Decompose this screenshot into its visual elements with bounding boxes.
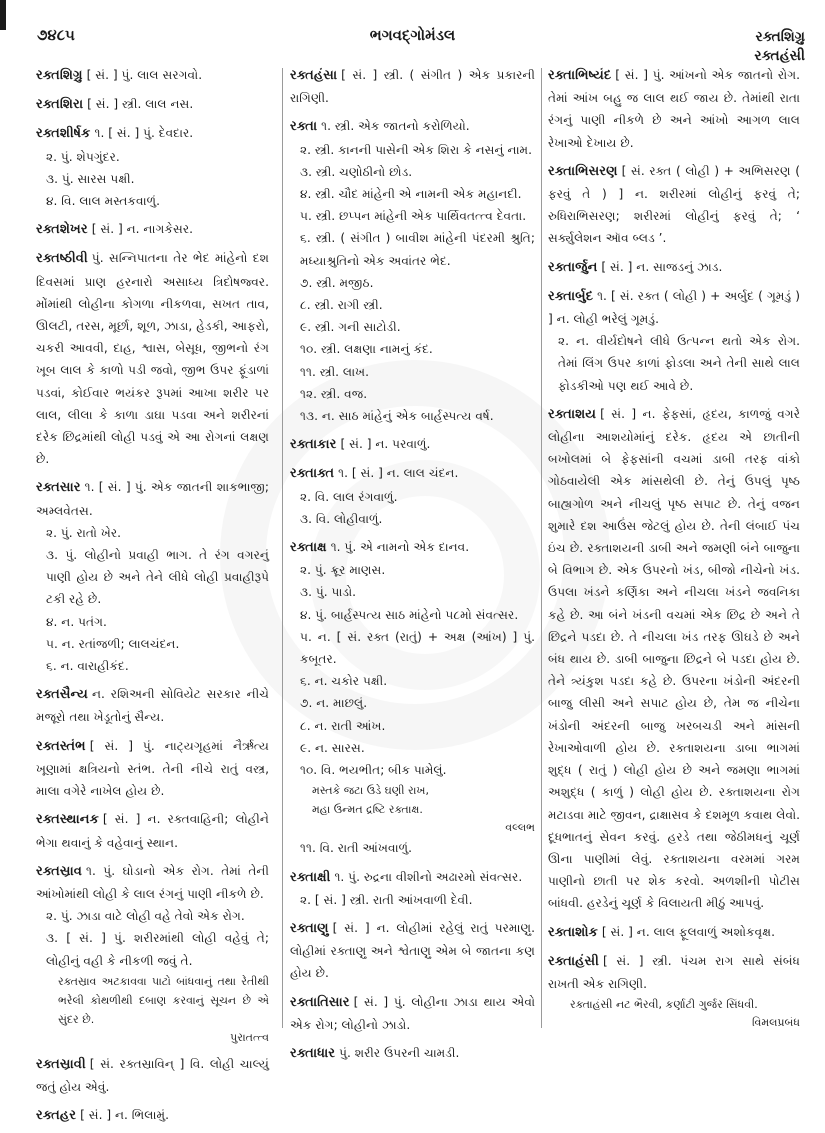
headword: રક્તસ્રાવ bbox=[36, 863, 82, 879]
sense: ૩. [ સં. ] પું. શરીરમાંથી લોહી વહેવું તે; લોહીનું વહી કે નીકળી જવું તે. bbox=[46, 931, 269, 968]
running-title: ભગવદ્ગોમંડલ bbox=[369, 26, 456, 44]
dictionary-entry bbox=[548, 403, 800, 915]
dictionary-entry bbox=[290, 462, 535, 530]
definition: [ સં. ] ન. ફેફસાં, હૃદય, કાળજું વગરે લોહીના આશયોમાંનું દરેક. હૃદય એ છાતીની બખોલમાં બે ફેફસાંની વચમાં ડાબી તરફ વાંકો ગોઠવાયેલી એક માંસથેલી છે. તેનું ઉપલું પૃષ્ઠ બાહ્યગોળ અને નીચલું પૃષ્ઠ સપાટ છે. તેનું વજન શુમારે દશ આઉંસ જેટલું હોય છે. તેની લંબાઈ પંચ ઇંચ છે. રક્તાશયની ડાબી અને જમણી બંને બાજુના બે વિભાગ છે. એક ઉપરનો ખંડ, બીજો નીચેનો ખંડ. ઉપલા ખંડને કર્ણિકા અને નીચલા ખંડને જવનિકા કહે છે. આ બંને ખંડની વચમાં એક છિદ્ર છે અને તે છિદ્રને પડદા છે. તે નીચલા ખંડ તરફ ઊઘડે છે અને બંધ થાય છે. ડાબી બાજુના છિદ્રને બે પડદા હોય છે. તેને ત્ર્યંકુશ પડદા કહે છે. ઉપરના ખંડોની અંદરની બાજુ લીસી અને સપાટ હોય છે, તેમ જ નીચેના ખંડોની અંદરની બાજુ ખરબચડી અને માંસની રેખાઓવાળી હોય છે. રક્તાશયના ડાબા ભાગમાં શુદ્ધ ( રાતું ) લોહી હોય છે અને જમણા ભાગમાં અશુદ્ધ ( કાળું ) લોહી હોય છે. રક્તાશયના રોગ મટાડવા માટે જીવન, દ્રાક્ષાસવ કે દશમૂળ કવાથ લેવો. દૂધભાતનું સેવન કરવું. હરડે તથા જેઠીમધનું ચૂર્ણ ઊના પાણીમાં લેવું. રક્તાશયના વરમમાં ગરમ પાણીનો છાતી પર શેક કરવો. અળશીની પોટીસ બાંધવી. હરડેનું ચૂર્ણ કે વિલાયતી મીઠું આપવું. bbox=[548, 406, 800, 911]
definition: ન. રશિઅની સોવિયેટ સરકાર નીચે મજૂરો તથા ખેડૂતોનું સૈન્ય. bbox=[36, 687, 269, 725]
dictionary-entry bbox=[290, 536, 535, 859]
dictionary-entry bbox=[36, 735, 269, 803]
dictionary-entry bbox=[36, 122, 269, 212]
definition: [ સં. ] પું. લાલ સરગવો. bbox=[86, 68, 203, 82]
definition: પું. સન્નિપાતના તેર ભેદ માંહેનો દશ દિવસમાં પ્રાણ હરનારો અસાધ્ય ત્રિદોષજ્વર. મોંમાંથી લોહીના કોગળા નીકળવા, સખત તાવ, ઊલટી, તરસ, મૂર્છા, શૂળ, ઝાડા, હેડકી, આફરો, ચકરી આવવી, દાહ, શ્વાસ, બેસૂધ, જીભનો રંગ ખૂબ લાલ કે કાળો પડી જવો, જીભ ઉપર ફૂંડાળાં પડવાં, કોઈવાર ભયંકર રૂપમાં આખા શરીર પર લાલ, લીલા કે કાળા ડાઘા પડવા અને શરીરનાં દરેક છિદ્રમાંથી લોહી પડવું એ આ રોગનાં લક્ષણ છે. bbox=[36, 251, 269, 467]
dictionary-entry bbox=[36, 476, 269, 677]
headword: રક્તાશોક bbox=[548, 924, 598, 940]
sense: ૨. પું. શેપગુંદર. bbox=[46, 149, 120, 164]
headword: રક્તસાર bbox=[36, 480, 81, 496]
headword: રક્તસ્થાનક bbox=[36, 812, 99, 828]
headword: રક્તહંસા bbox=[290, 68, 338, 83]
headword: રક્તાભિષ્યંદ bbox=[548, 68, 612, 83]
definition: [ સં. ] ન. લોહીમાં રહેલું રાતું પરમાણુ. લોહીમાં રક્તાણુ અને શ્વેતાણુ એમ બે જાતના કણ હોય છે. bbox=[290, 920, 535, 981]
page-number: ૭૪૮૫ bbox=[37, 26, 75, 44]
sense: ૩. પું. પાડો. bbox=[300, 585, 357, 600]
headword: રક્તશિરા bbox=[36, 97, 84, 113]
dictionary-entry bbox=[36, 247, 269, 470]
headword: રક્તાર્બુદ bbox=[548, 288, 594, 304]
sense: ૨. પું. ક્રૂર માણસ. bbox=[300, 563, 386, 578]
headword: રક્તાક્ષી bbox=[290, 869, 331, 885]
headword: રક્તાતિસાર bbox=[290, 994, 350, 1010]
dictionary-entry bbox=[548, 950, 800, 1032]
citation-source: વલ્લભ bbox=[505, 821, 535, 835]
headword: રક્તહર bbox=[36, 1108, 77, 1124]
dictionary-entry bbox=[36, 1104, 269, 1127]
headword: રક્તાહંસી bbox=[548, 953, 599, 969]
headword: રક્તસ્રાવી bbox=[36, 1056, 86, 1072]
sense: ૬. ન. વારાહીકંદ. bbox=[46, 659, 129, 674]
sense: ૩. વિ. લોહીવાળું. bbox=[300, 511, 383, 526]
definition: ૧. [ સં. ] પું. દેવદાર. bbox=[94, 126, 194, 141]
dictionary-entry bbox=[290, 991, 535, 1036]
headword: રક્તષ્ઠીવી bbox=[36, 251, 88, 267]
sense: ૬. ન. ચકોર પક્ષી. bbox=[300, 674, 388, 689]
column-divider bbox=[282, 68, 283, 1028]
headword: રક્તશેખર bbox=[36, 222, 88, 238]
definition: ૧. પું. રુદ્રના વીશીનો અઢારમો સંવત્સર. bbox=[334, 869, 523, 884]
sense: ૨. પું. રાતો ખેર. bbox=[46, 525, 122, 540]
sense: ૯. સ્ત્રી. ગની સાટોડી. bbox=[300, 320, 401, 335]
dictionary-entry bbox=[36, 218, 269, 241]
definition: ૧. [ સં. ] પું. એક જાતની શાકભાજી; અમ્લવેતસ. bbox=[36, 480, 269, 518]
headword: રક્તાક્ત bbox=[290, 466, 335, 482]
sense: ૩. પું. લોહીનો પ્રવાહી ભાગ. તે રંગ વગરનું પાણી હોય છે અને તેને લીધે લોહી પ્રવાહીરૂપે ટકી રહે છે. bbox=[46, 548, 269, 607]
headword: રક્તશીર્ષક bbox=[36, 126, 91, 142]
sense: ૨. ન. વીર્યદોષને લીધે ઉત્પન્ન થતો એક રોગ. તેમાં લિંગ ઉપર કાળાં ફોડલા અને તેની સાથે લાલ ફોડકીઓ પણ થઈ આવે છે. bbox=[558, 334, 800, 393]
sense: ૧૦. સ્ત્રી. લક્ષણા નામનું કંદ. bbox=[300, 342, 433, 357]
citation-source: પુરાતત્ત્વ bbox=[230, 1030, 269, 1044]
sense: ૪. વિ. લાલ મસ્તકવાળું. bbox=[46, 194, 160, 209]
headword: રક્તાભિસરણ bbox=[548, 163, 618, 179]
definition: [ સં. ] પું. નાટ્યગૃહમાં નૈર્ઋત્ય ખૂણામાં ક્ષત્રિયનો સ્તંભ. તેની નીચે રાતું વસ્ત્ર, માલા વગેરે નાખેલ હોય છે. bbox=[36, 738, 269, 799]
dictionary-entry bbox=[548, 921, 800, 944]
dictionary-entry bbox=[290, 64, 535, 109]
sense: ૭. ન. માછલું. bbox=[300, 696, 368, 711]
dictionary-entry bbox=[290, 1042, 535, 1065]
sense: ૩. સ્ત્રી. ચણોઠીનો છોડ. bbox=[300, 164, 413, 179]
dictionary-entry bbox=[548, 256, 800, 279]
sense: ૧૧. સ્ત્રી. લાખ. bbox=[300, 364, 370, 379]
sense: ૧૧. વિ. રાતી આંખવાળું. bbox=[300, 841, 412, 856]
dictionary-entry bbox=[36, 1053, 269, 1098]
sense: ૫. સ્ત્રી. છપ્પન માંહેની એક પાર્થિવતત્ત્વ દેવતા. bbox=[300, 209, 527, 224]
dictionary-entry bbox=[36, 860, 269, 1047]
sense: ૪. ન. પતંગ. bbox=[46, 614, 107, 629]
definition: [ સં. ] પું. આંખનો એક જાતનો રોગ. તેમાં આંખ બહુ જ લાલ થઈ જાય છે. તેમાંથી રાતા રંગનું પાણી નીકળે છે અને આંખો આગળ લાલ રેખાઓ દેખાય છે. bbox=[548, 68, 800, 150]
guide-words bbox=[754, 28, 805, 66]
headword: રક્તાક્ષ bbox=[290, 540, 327, 556]
dictionary-entry bbox=[36, 93, 269, 116]
sense: ૪. સ્ત્રી. ચૌદ માંહેની એ નામની એક મહાનદી. bbox=[300, 187, 522, 202]
sense: ૧૩. ન. સાઠ માંહેનું એક બાર્હસ્પત્ય વર્ષ. bbox=[300, 409, 494, 424]
headword: રક્તાકાર bbox=[290, 437, 337, 453]
dictionary-entry bbox=[36, 683, 269, 728]
definition: ૧. પું. એ નામનો એક દાનવ. bbox=[330, 540, 470, 555]
sense: ૫. ન. રતાંજળી; લાલચંદન. bbox=[46, 636, 180, 651]
dictionary-entry bbox=[548, 64, 800, 154]
dictionary-entry bbox=[548, 160, 800, 250]
definition: પું. શરીર ઉપરની ચામડી. bbox=[339, 1045, 460, 1060]
column-right bbox=[548, 64, 800, 1038]
headword: રક્તસૈન્ય bbox=[36, 687, 88, 703]
dictionary-entry bbox=[290, 866, 535, 911]
sense: ૪. પું. બાર્હસ્પત્ય સાઠ માંહેનો ૫૮મો સંવત્સર. bbox=[300, 607, 519, 622]
citation-quote-line: મસ્તકે જટા ઉડે ઘણી રાખ, bbox=[312, 784, 429, 798]
guide-word-first: રક્તશિગ્રુ bbox=[755, 29, 805, 45]
citation-quote-line: મહા ઉન્મત દ્રષ્ટિ રક્તાક્ષ. bbox=[312, 803, 423, 817]
citation-quote: રક્તસ્રાવ અટકાવવા પાટો બાંધવાનું તથા રેતીથી ભરેલી કોથળીથી દબાણ કરવાનું સૂચન છે એ સુંદર છે. bbox=[58, 974, 269, 1026]
definition: ૧. પું. ઘોડાનો એક રોગ. તેમાં તેની આંખોમાંથી લોહી કે લાલ રંગનું પાણી નીકળે છે. bbox=[36, 863, 269, 901]
citation-source: વિમલપ્રબંધ bbox=[752, 1016, 800, 1030]
sense: ૨. વિ. લાલ રંગવાળું. bbox=[300, 489, 398, 504]
headword: રક્તસ્તંભ bbox=[36, 738, 86, 754]
headword: રક્તાર્જુન bbox=[548, 259, 598, 275]
headword: રક્તાણુ bbox=[290, 920, 329, 936]
definition: [ સં. ] ન. નાગકેસર. bbox=[91, 222, 194, 237]
definition: ૧. સ્ત્રી. એક જાતનો કરોળિયો. bbox=[321, 119, 470, 134]
headword: રક્તાશય bbox=[548, 406, 597, 422]
column-middle bbox=[290, 64, 535, 1071]
definition: ૧. [ સં. રક્ત ( લોહી ) + અર્બુદ ( ગૂમડું ) ] ન. લોહી ભરેલું ગૂમડું. bbox=[548, 288, 800, 327]
definition: [ સં. ] ન. રક્તવાહિની; લોહીને ભેગા થવાનું કે વહેવાનું સ્થાન. bbox=[36, 812, 269, 850]
sense: ૩. પું. સારસ પક્ષી. bbox=[46, 171, 135, 186]
column-divider bbox=[541, 68, 542, 1028]
sense: ૯. ન. સારસ. bbox=[300, 740, 365, 755]
sense: ૧૨. સ્ત્રી. વજ. bbox=[300, 386, 368, 401]
sense: ૭. સ્ત્રી. મજીઠ. bbox=[300, 275, 374, 290]
definition: [ સં. રક્ત ( લોહી ) + અભિસરણ ( ફરવું તે ) ] ન. શરીરમાં લોહીનું ફરવું તે; રુધિરાભિસરણ; શરીરમાં લોહીનું ફરવું તે; ‘ સર્ક્યુલેશન ઑવ બ્લડ ’. bbox=[548, 163, 800, 246]
definition: [ સં. ] ન. પરવાળું. bbox=[340, 437, 431, 452]
definition: [ સં. ] ન. સાજડનું ઝાડ. bbox=[601, 259, 723, 274]
dictionary-entry bbox=[36, 64, 269, 87]
dictionary-entry bbox=[290, 917, 535, 985]
definition: [ સં. ] સ્ત્રી. ( સંગીત ) એક પ્રકારની રાગિણી. bbox=[290, 68, 535, 106]
sense: ૮. સ્ત્રી. રાગી સ્ત્રી. bbox=[300, 298, 383, 313]
headword: રક્તશિગ્રુ bbox=[36, 68, 83, 83]
guide-word-last: રક્તહંસી bbox=[754, 48, 805, 64]
definition: [ સં. ] પું. લોહીના ઝાડા થાય એવો એક રોગ; લોહીનો ઝાડો. bbox=[290, 994, 535, 1032]
sense: ૨. પું. ઝાડા વાટે લોહી વહે તેવો એક રોગ. bbox=[46, 909, 245, 924]
definition: [ સં. ] ન. ભિલામું. bbox=[80, 1108, 169, 1123]
citation-quote: રક્તાહંસી નટ ભૈરવી, કર્ણાટી ગુર્જર સિંધવી. bbox=[570, 998, 758, 1012]
definition: [ સં. ] ન. લાલ ફૂલવાળું અશોકવૃક્ષ. bbox=[601, 924, 775, 939]
sense: ૬. સ્ત્રી. ( સંગીત ) બાવીશ માંહેની પંદરમી શ્રુતિ; મધ્યાશ્રુતિનો એક અવાંતર ભેદ. bbox=[300, 231, 535, 268]
dictionary-entry bbox=[290, 433, 535, 456]
sense: ૫. ન. [ સં. રક્ત (રાતું) + અક્ષ (આંખ) ] પું. કબૂતર. bbox=[300, 629, 535, 667]
definition: ૧. [ સં. ] ન. લાલ ચંદન. bbox=[338, 466, 459, 481]
definition: [ સં. રક્તસ્રાવિન્ ] વિ. લોહી ચાલ્યું જતું હોય એવું. bbox=[36, 1056, 269, 1094]
definition: [ સં. ] સ્ત્રી. પંચમ રાગ સાથે સંબંધ રાખતી એક રાગિણી. bbox=[548, 953, 800, 991]
headword: રક્તા bbox=[290, 119, 318, 135]
definition: [ સં. ] સ્ત્રી. લાલ નસ. bbox=[87, 97, 194, 112]
dictionary-entry bbox=[548, 285, 800, 397]
sense: ૨. સ્ત્રી. કાનની પાસેની એક શિરા કે નસનું નામ. bbox=[300, 142, 533, 157]
sense: ૨. [ સં. ] સ્ત્રી. રાતી આંખવાળી દેવી. bbox=[300, 892, 473, 907]
page-header bbox=[0, 14, 825, 64]
column-left bbox=[36, 64, 269, 1133]
dictionary-entry bbox=[290, 115, 535, 427]
dictionary-entry bbox=[36, 808, 269, 853]
sense: ૮. ન. રાતી આંખ. bbox=[300, 718, 386, 733]
sense: ૧૦. વિ. ભયભીત; બીક પામેલું. bbox=[300, 763, 447, 778]
headword: રક્તાધાર bbox=[290, 1045, 336, 1061]
